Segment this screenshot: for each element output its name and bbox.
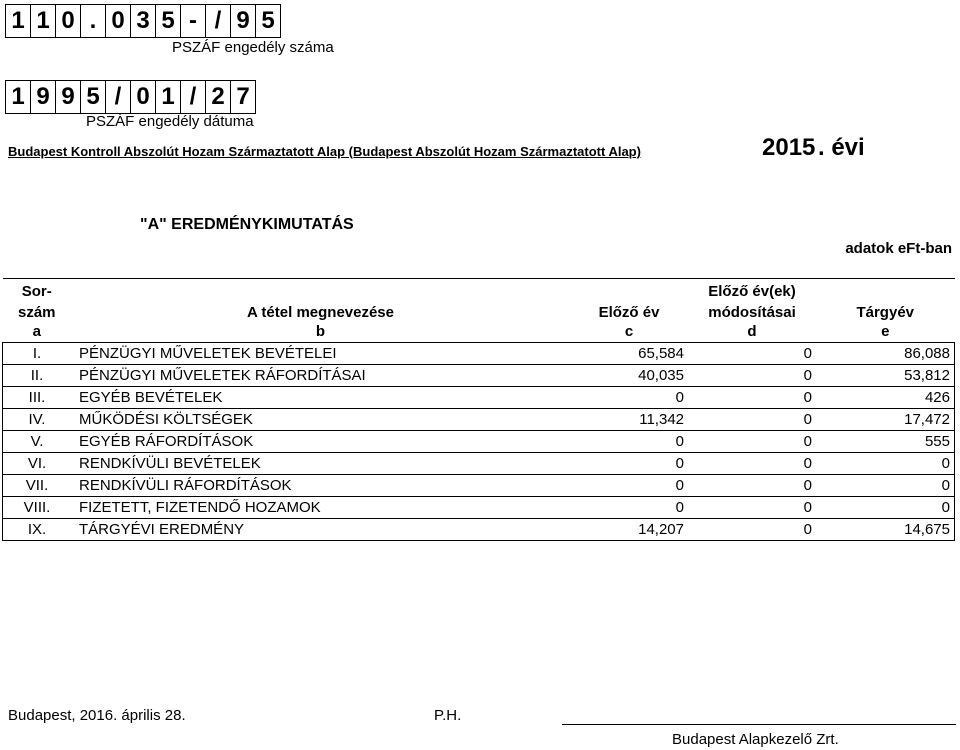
char-box: / — [105, 80, 131, 114]
report-year: 2015 — [762, 134, 816, 161]
row-cur: 0 — [816, 475, 955, 497]
row-name: EGYÉB RÁFORDÍTÁSOK — [71, 431, 570, 453]
row-number: IX. — [3, 519, 72, 541]
row-prev: 0 — [570, 453, 688, 475]
char-box: 0 — [105, 4, 131, 38]
row-cur: 17,472 — [816, 409, 955, 431]
row-prev: 14,207 — [570, 519, 688, 541]
row-number: I. — [3, 343, 72, 365]
row-number: II. — [3, 365, 72, 387]
table-row — [3, 497, 955, 519]
row-mod: 0 — [688, 343, 816, 365]
row-name: PÉNZÜGYI MŰVELETEK RÁFORDÍTÁSAI — [71, 365, 570, 387]
header-letter: d — [688, 321, 816, 343]
header-mod-line2: módosításai — [708, 304, 796, 321]
char-box: 2 — [205, 80, 231, 114]
char-box: 5 — [155, 4, 181, 38]
income-statement-table — [2, 278, 955, 541]
row-number: VII. — [3, 475, 72, 497]
row-prev: 0 — [570, 475, 688, 497]
header-letter: b — [71, 321, 570, 343]
char-box: 9 — [55, 80, 81, 114]
char-box: 5 — [255, 4, 281, 38]
row-number: V. — [3, 431, 72, 453]
header-letter: a — [3, 321, 72, 343]
row-number: VI. — [3, 453, 72, 475]
row-number: III. — [3, 387, 72, 409]
row-name: FIZETETT, FIZETENDŐ HOZAMOK — [71, 497, 570, 519]
char-box: 1 — [5, 4, 31, 38]
fund-name: Budapest Kontroll Abszolút Hozam Származtatott Alap (Budapest Abszolút Hozam Származtatott Alap) — [8, 144, 641, 159]
row-number: VIII. — [3, 497, 72, 519]
char-box: 1 — [5, 80, 31, 114]
header-row-1 — [3, 279, 955, 301]
report-title: "A" EREDMÉNYKIMUTATÁS — [140, 216, 354, 233]
char-box: 0 — [55, 4, 81, 38]
row-cur: 0 — [816, 453, 955, 475]
header-letter: c — [570, 321, 688, 343]
table-row — [3, 365, 955, 387]
signatory-name: Budapest Alapkezelő Zrt. — [672, 731, 839, 748]
header-mod-line1: Előző év(ek) — [688, 279, 816, 301]
row-prev: 65,584 — [570, 343, 688, 365]
row-name: PÉNZÜGYI MŰVELETEK BEVÉTELEI — [71, 343, 570, 365]
row-name: RENDKÍVÜLI RÁFORDÍTÁSOK — [71, 475, 570, 497]
row-prev: 11,342 — [570, 409, 688, 431]
row-mod: 0 — [688, 409, 816, 431]
header-row-2 — [3, 300, 955, 321]
header-sor-line1: Sor- — [3, 279, 72, 301]
table-row — [3, 343, 955, 365]
row-mod: 0 — [688, 519, 816, 541]
signature-line — [562, 724, 956, 725]
row-name: EGYÉB BEVÉTELEK — [71, 387, 570, 409]
row-prev: 40,035 — [570, 365, 688, 387]
row-cur: 555 — [816, 431, 955, 453]
row-prev: 0 — [570, 497, 688, 519]
table-row — [3, 519, 955, 541]
char-box: 3 — [130, 4, 156, 38]
char-box: / — [180, 80, 206, 114]
row-cur: 14,675 — [816, 519, 955, 541]
char-box: . — [80, 4, 106, 38]
row-mod: 0 — [688, 387, 816, 409]
license-date-caption: PSZÁF engedély dátuma — [86, 113, 254, 130]
row-prev: 0 — [570, 387, 688, 409]
row-cur: 53,812 — [816, 365, 955, 387]
char-box: 0 — [130, 80, 156, 114]
report-year-suffix: . évi — [818, 134, 865, 161]
stamp-placeholder: P.H. — [434, 707, 462, 724]
table-row — [3, 453, 955, 475]
header-sor-line2: szám — [17, 304, 56, 321]
row-mod: 0 — [688, 365, 816, 387]
header-letter: e — [816, 321, 955, 343]
char-box: 5 — [80, 80, 106, 114]
row-mod: 0 — [688, 431, 816, 453]
row-mod: 0 — [688, 453, 816, 475]
row-name: RENDKÍVÜLI BEVÉTELEK — [71, 453, 570, 475]
table-row — [3, 409, 955, 431]
place-date: Budapest, 2016. április 28. — [8, 707, 186, 724]
row-cur: 86,088 — [816, 343, 955, 365]
char-box: 9 — [230, 4, 256, 38]
unit-note: adatok eFt-ban — [845, 240, 952, 257]
row-cur: 426 — [816, 387, 955, 409]
table-row — [3, 475, 955, 497]
row-number: IV. — [3, 409, 72, 431]
row-name: MŰKÖDÉSI KÖLTSÉGEK — [71, 409, 570, 431]
char-box: / — [205, 4, 231, 38]
row-prev: 0 — [570, 431, 688, 453]
table-row — [3, 431, 955, 453]
row-mod: 0 — [688, 475, 816, 497]
row-cur: 0 — [816, 497, 955, 519]
header-prev: Előző év — [598, 304, 660, 321]
header-cur: Tárgyév — [856, 304, 915, 321]
table-row — [3, 387, 955, 409]
char-box: 7 — [230, 80, 256, 114]
license-date-boxes — [5, 80, 256, 114]
header-letters-row — [3, 321, 955, 343]
row-mod: 0 — [688, 497, 816, 519]
char-box: - — [180, 4, 206, 38]
char-box: 1 — [30, 4, 56, 38]
char-box: 9 — [30, 80, 56, 114]
header-name: A tétel megnevezése — [246, 304, 394, 321]
row-name: TÁRGYÉVI EREDMÉNY — [71, 519, 570, 541]
license-number-caption: PSZÁF engedély száma — [172, 39, 334, 56]
char-box: 1 — [155, 80, 181, 114]
license-number-boxes — [5, 4, 281, 38]
